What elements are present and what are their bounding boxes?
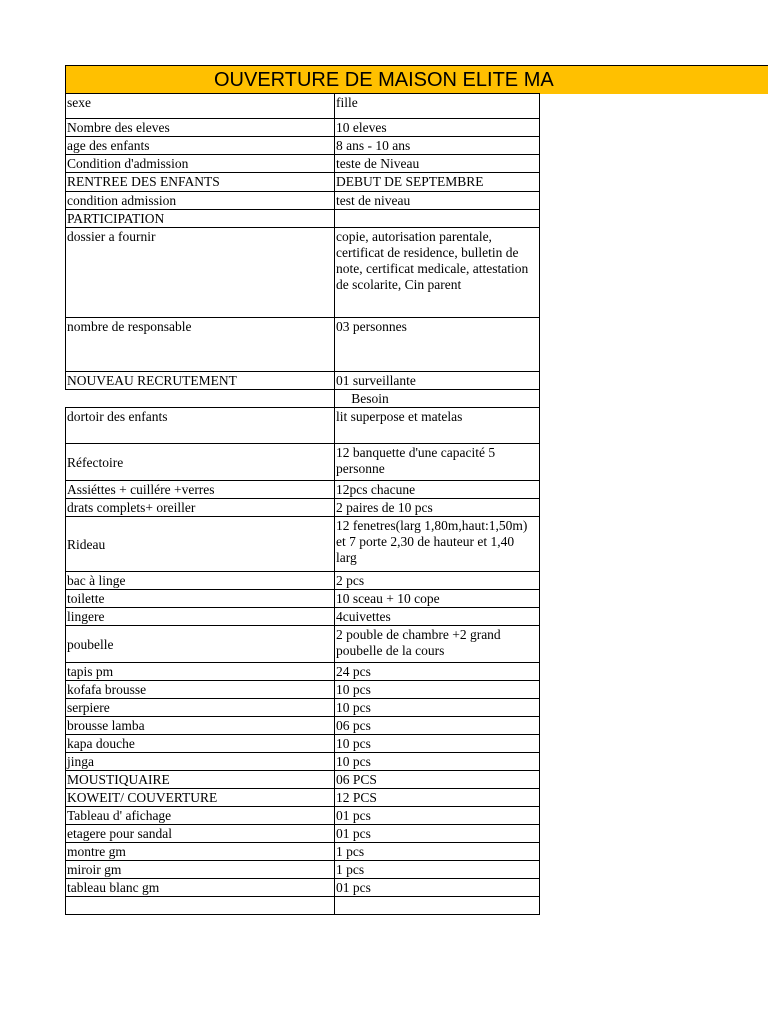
cell-label[interactable]: poubelle [66, 626, 335, 663]
cell-label[interactable]: tableau blanc gm [66, 879, 335, 897]
cell-value[interactable]: 1 pcs [335, 861, 540, 879]
table-row [66, 843, 540, 861]
cell-value[interactable]: 01 surveillante [335, 372, 540, 390]
spreadsheet-table [65, 93, 540, 915]
cell-value[interactable]: 12 PCS [335, 789, 540, 807]
cell-value[interactable]: teste de Niveau [335, 155, 540, 173]
cell-value[interactable]: 01 pcs [335, 879, 540, 897]
cell-label[interactable]: bac à linge [66, 572, 335, 590]
section-besoin: Besoin [351, 391, 389, 406]
cell-value[interactable]: test de niveau [335, 192, 540, 210]
cell-label[interactable]: Assiéttes + cuillére +verres [66, 481, 335, 499]
cell-label[interactable]: kofafa brousse [66, 681, 335, 699]
cell-label[interactable]: dortoir des enfants [66, 408, 335, 444]
table-row [66, 590, 540, 608]
cell-value[interactable]: DEBUT DE SEPTEMBRE [335, 173, 540, 192]
empty-cell[interactable] [66, 390, 335, 408]
cell-value[interactable]: 12 fenetres(larg 1,80m,haut:1,50m) et 7 porte 2,30 de hauteur et 1,40 larg [335, 517, 540, 572]
cell-value[interactable]: 01 pcs [335, 807, 540, 825]
cell-label[interactable]: KOWEIT/ COUVERTURE [66, 789, 335, 807]
cell-value[interactable] [335, 390, 540, 408]
cell-value[interactable]: 10 pcs [335, 699, 540, 717]
cell-value[interactable]: 06 pcs [335, 717, 540, 735]
table-row [66, 481, 540, 499]
cell-value[interactable]: 2 pcs [335, 572, 540, 590]
cell-label[interactable]: tapis pm [66, 663, 335, 681]
table-row [66, 318, 540, 372]
cell-label[interactable]: jinga [66, 753, 335, 771]
cell-value[interactable]: 12 banquette d'une capacité 5 personne [335, 444, 540, 481]
cell-label[interactable]: toilette [66, 590, 335, 608]
cell-label[interactable]: miroir gm [66, 861, 335, 879]
table-row [66, 173, 540, 192]
table-row [66, 626, 540, 663]
cell-value[interactable]: 24 pcs [335, 663, 540, 681]
table-row [66, 753, 540, 771]
cell-label[interactable] [66, 897, 335, 915]
table-row [66, 408, 540, 444]
cell-value[interactable]: 10 eleves [335, 119, 540, 137]
cell-value[interactable]: lit superpose et matelas [335, 408, 540, 444]
table-row [66, 825, 540, 843]
cell-label[interactable]: RENTREE DES ENFANTS [66, 173, 335, 192]
cell-value[interactable]: 12pcs chacune [335, 481, 540, 499]
cell-value[interactable] [335, 210, 540, 228]
cell-value[interactable]: 1 pcs [335, 843, 540, 861]
cell-label[interactable]: nombre de responsable [66, 318, 335, 372]
cell-label[interactable]: kapa douche [66, 735, 335, 753]
cell-value[interactable]: 2 paires de 10 pcs [335, 499, 540, 517]
cell-label[interactable]: PARTICIPATION [66, 210, 335, 228]
cell-value[interactable]: 10 pcs [335, 681, 540, 699]
table-row [66, 879, 540, 897]
cell-value[interactable]: 10 pcs [335, 753, 540, 771]
table-row [66, 119, 540, 137]
cell-value[interactable]: fille [335, 94, 540, 119]
cell-value[interactable]: 2 pouble de chambre +2 grand poubelle de la cours [335, 626, 540, 663]
cell-value[interactable]: 10 sceau + 10 cope [335, 590, 540, 608]
table-row [66, 807, 540, 825]
cell-label[interactable]: etagere pour sandal [66, 825, 335, 843]
table-row [66, 771, 540, 789]
cell-label[interactable]: brousse lamba [66, 717, 335, 735]
cell-value[interactable]: 8 ans - 10 ans [335, 137, 540, 155]
cell-label[interactable]: sexe [66, 94, 335, 119]
cell-value[interactable]: 06 PCS [335, 771, 540, 789]
table-row [66, 192, 540, 210]
section-row [66, 390, 540, 408]
cell-label[interactable]: lingere [66, 608, 335, 626]
table-row [66, 517, 540, 572]
table-row [66, 572, 540, 590]
table-row [66, 499, 540, 517]
cell-label[interactable]: drats complets+ oreiller [66, 499, 335, 517]
table-row [66, 137, 540, 155]
cell-value[interactable]: copie, autorisation parentale, certificat de residence, bulletin de note, certificat medicale, attestation de scolarite, Cin parent [335, 228, 540, 318]
title-band [65, 65, 768, 94]
table-row [66, 699, 540, 717]
table-row [66, 608, 540, 626]
table-row [66, 210, 540, 228]
cell-label[interactable]: MOUSTIQUAIRE [66, 771, 335, 789]
table-row [66, 735, 540, 753]
cell-label[interactable]: condition admission [66, 192, 335, 210]
cell-label[interactable]: Tableau d' afichage [66, 807, 335, 825]
table-row [66, 94, 540, 119]
table-row [66, 717, 540, 735]
cell-label[interactable]: NOUVEAU RECRUTEMENT [66, 372, 335, 390]
cell-label[interactable]: dossier a fournir [66, 228, 335, 318]
cell-label[interactable]: age des enfants [66, 137, 335, 155]
table-row [66, 372, 540, 390]
cell-value[interactable]: 01 pcs [335, 825, 540, 843]
cell-value[interactable] [335, 897, 540, 915]
table-row [66, 897, 540, 915]
cell-value[interactable]: 4cuivettes [335, 608, 540, 626]
cell-label[interactable]: serpiere [66, 699, 335, 717]
cell-value[interactable]: 10 pcs [335, 735, 540, 753]
sheet-title: OUVERTURE DE MAISON ELITE MA [214, 69, 554, 91]
table-row [66, 681, 540, 699]
cell-label[interactable]: montre gm [66, 843, 335, 861]
cell-label[interactable]: Condition d'admission [66, 155, 335, 173]
table-row [66, 789, 540, 807]
cell-label[interactable]: Nombre des eleves [66, 119, 335, 137]
cell-value[interactable]: 03 personnes [335, 318, 540, 372]
table-row [66, 444, 540, 481]
table-row [66, 228, 540, 318]
table-row [66, 155, 540, 173]
cell-label[interactable]: Réfectoire [66, 444, 335, 481]
table-row [66, 861, 540, 879]
cell-label[interactable]: Rideau [66, 517, 335, 572]
table-row [66, 663, 540, 681]
